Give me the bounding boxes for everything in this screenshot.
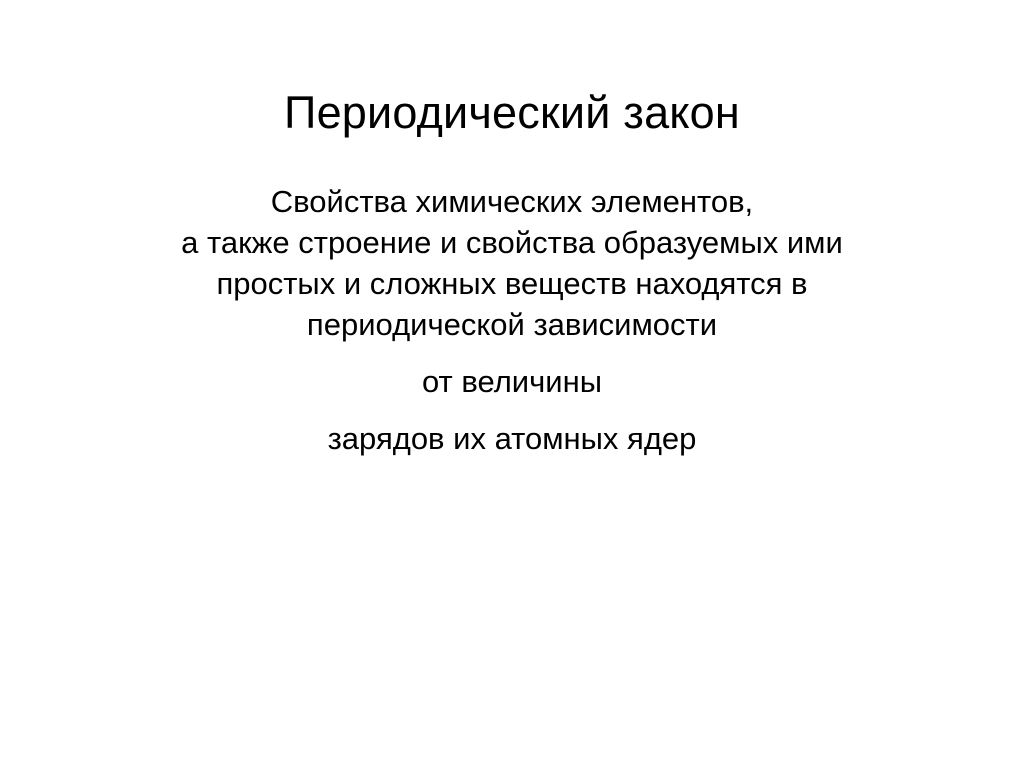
body-line: простых и сложных веществ находятся в (216, 265, 808, 301)
body-line: от величины (422, 363, 602, 399)
slide-body-text (52, 182, 972, 459)
body-line: периодической зависимости (306, 306, 718, 342)
body-line: Свойства химических элементов, (270, 184, 754, 219)
body-line: зарядов их атомных ядер (327, 420, 697, 456)
body-line: а также строение и свойства образуемых ими (181, 224, 843, 260)
page-title: Периодический закон (284, 87, 740, 139)
